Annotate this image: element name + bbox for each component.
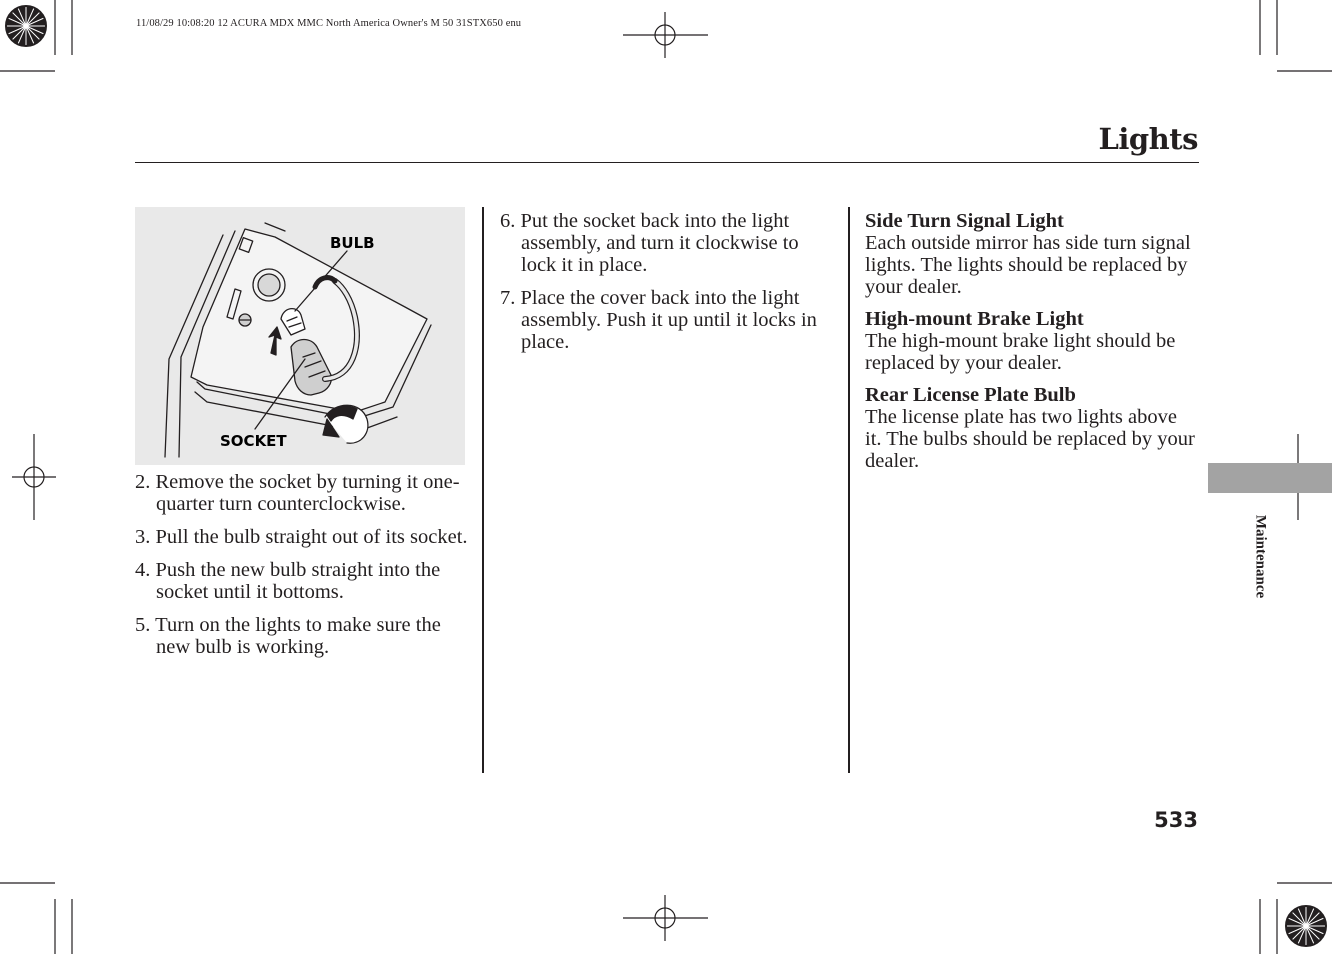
list-item [500, 210, 834, 276]
steps-list-col2 [500, 210, 834, 364]
list-item [135, 559, 475, 603]
section-tab-label: Maintenance [1252, 514, 1269, 599]
list-item [135, 526, 475, 548]
registration-mark-top [623, 12, 708, 58]
list-item [135, 614, 475, 658]
step-text: Place the cover back into the light assembly. Push it up until it locks in place. [520, 287, 817, 353]
print-info: 11/08/29 10:08:20 12 ACURA MDX MMC North America Owner's M 50 31STX650 enu [136, 18, 522, 29]
step-number: 4. [135, 559, 151, 581]
list-item [500, 287, 834, 353]
section-body: The high-mount brake light should be replaced by your dealer. [865, 330, 1176, 374]
socket-label: SOCKET [220, 432, 287, 450]
section-body: Each outside mirror has side turn signal lights. The lights should be replaced by your dealer. [865, 232, 1191, 298]
title-rule [135, 162, 1199, 163]
page-number: 533 [1154, 808, 1198, 832]
section-body: The license plate has two lights above it. The bulbs should be replaced by your dealer. [865, 406, 1195, 472]
section-heading: High-mount Brake Light [865, 308, 1084, 330]
section-tab [1208, 463, 1332, 493]
step-text: Push the new bulb straight into the socket until it bottoms. [155, 559, 441, 603]
step-number: 5. [135, 614, 151, 636]
section-heading: Rear License Plate Bulb [865, 384, 1076, 406]
section-side-turn-signal [865, 210, 1195, 298]
info-sections [865, 210, 1195, 482]
column-divider [848, 207, 850, 773]
bulb-socket-illustration [135, 207, 465, 465]
section-high-mount-brake [865, 308, 1195, 374]
section-rear-license-plate [865, 384, 1195, 472]
step-text: Put the socket back into the light assembly, and turn it clockwise to lock it in place. [520, 210, 799, 276]
column-divider [482, 207, 484, 773]
step-text: Pull the bulb straight out of its socket. [155, 526, 468, 548]
step-number: 2. [135, 471, 151, 493]
registration-mark-left [12, 434, 56, 520]
step-number: 3. [135, 526, 151, 548]
star-target-bottom-right [1286, 906, 1326, 946]
step-text: Remove the socket by turning it one-quarter turn counterclockwise. [155, 471, 460, 515]
page-title: Lights [1098, 122, 1198, 156]
section-heading: Side Turn Signal Light [865, 210, 1064, 232]
step-text: Turn on the lights to make sure the new bulb is working. [155, 614, 441, 658]
list-item [135, 471, 475, 515]
bulb-label: BULB [330, 234, 375, 252]
step-number: 7. [500, 287, 516, 309]
step-number: 6. [500, 210, 516, 232]
registration-mark-bottom [623, 895, 708, 941]
illustration-drawing [135, 207, 465, 465]
star-target-top-left [6, 6, 46, 46]
steps-list-col1 [135, 471, 475, 669]
